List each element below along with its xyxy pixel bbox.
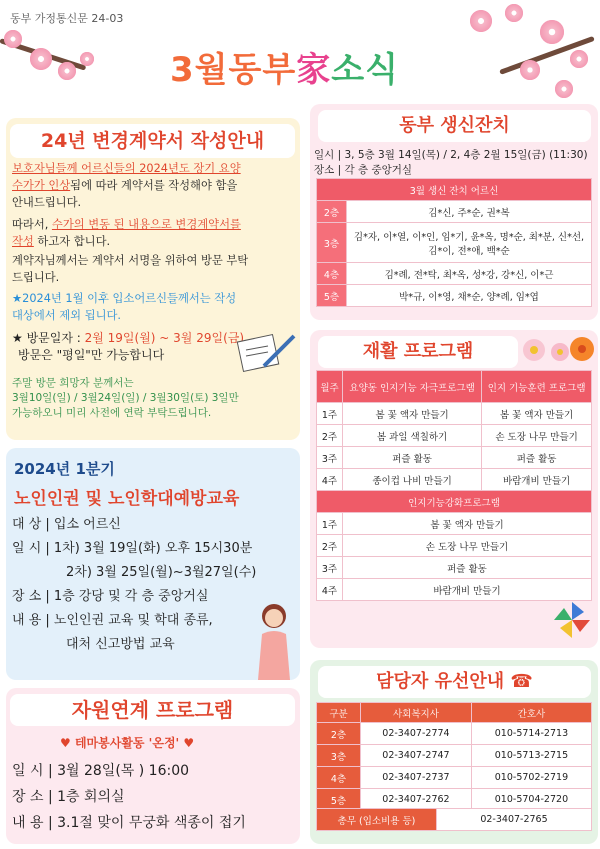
blossom-icon: [540, 20, 564, 44]
table-row: 3층 김*자, 이*열, 이*인, 임*기, 윤*옥, 명*순, 최*분, 신*선, 김*이, 전*애, 백*순: [317, 223, 592, 263]
table-row: 4층 02-3407-2737 010-5702-2719: [317, 767, 592, 789]
issue-label: 동부 가정통신문 24-03: [10, 12, 124, 25]
table-row: 4주 바람개비 만들기: [317, 579, 592, 601]
birthday-table: 3월 생신 잔치 어르신 2층 김*신, 주*순, 권*복 3층 김*자, 이*열, 이*인, 임*기, 윤*옥, 명*순, 최*분, 신*선, 김*이, 전*애, 백*순 4층 김*례, 전*탁, 최*옥, 성*강, 강*신, 이*근 5층 박*규, 이*영, 채*순, 양*례, 임*엽: [316, 178, 592, 307]
contacts-heading: 담당자 유선안내 ☎: [318, 666, 591, 698]
edu-heading-quarter: 2024년 1분기: [14, 460, 115, 478]
table-row: 3주 퍼즐 활동: [317, 557, 592, 579]
edu-target: 대 상 | 입소 어르신: [12, 517, 121, 532]
education-section: [6, 448, 300, 680]
birthday-place: 장소 | 각 층 중앙거실: [314, 164, 413, 176]
general-contact: 총무 (입소비용 등) 02-3407-2765: [316, 808, 592, 831]
table-row: 2층 02-3407-2774 010-5714-2713: [317, 723, 592, 745]
edu-content2: 대처 신고방법 교육: [66, 637, 175, 652]
contacts-table: 구분 사회복지사 간호사 2층 02-3407-2774 010-5714-2713 3층 02-3407-2747 010-5713-2715 4층 02-3407-2737 010-5702-2719 5층 02-3407-2762 010-5704-2720: [316, 702, 592, 811]
blossom-icon: [58, 62, 76, 80]
page-title: 3월동부家소식: [170, 50, 399, 90]
woman-illustration: [250, 600, 298, 680]
heart-icon: ♥: [183, 736, 195, 750]
heart-icon: ♥: [60, 736, 71, 750]
contract-heading: 24년 변경계약서 작성안내: [10, 124, 295, 158]
edu-place: 장 소 | 1층 강당 및 각 층 중앙거실: [12, 589, 209, 604]
table-row: 4주 종이컵 나비 만들기 바람개비 만들기: [317, 469, 592, 491]
edu-date2: 2차) 3월 25일(월)~3월27일(수): [66, 565, 257, 580]
edu-date1: 일 시 | 1차) 3월 19일(화) 오후 15시30분: [12, 541, 253, 556]
phone-icon: ☎: [510, 671, 533, 692]
birthday-heading: 동부 생신잔치: [318, 110, 591, 142]
pinwheel-icon: [552, 600, 592, 640]
edu-content: 내 용 | 노인인권 교육 및 학대 종류,: [12, 613, 213, 628]
blossom-icon: [520, 60, 540, 80]
blossom-icon: [470, 10, 492, 32]
rehab-table: 월주 요양동 인지기능 자극프로그램 인지 기능훈련 프로그램 1주 봄 꽃 액자 만들기 봄 꽃 액자 만들기 2주 봄 과일 색칠하기 손 도장 나무 만들기 3주 퍼즐 활동 퍼즐 활동 4주 종이컵 나비 만들기 바람개비 만들기 인지기능강화프로그램 1주 봄 꽃 액자 만들기 2주 손 도장 나무 만들기 3주 퍼즐 활동 4주 바람개비 만들기: [316, 370, 592, 601]
table-row: 1주 봄 꽃 액자 만들기 봄 꽃 액자 만들기: [317, 403, 592, 425]
table-row: 2층 김*신, 주*순, 권*복: [317, 201, 592, 223]
flower-icon: [520, 334, 596, 366]
table-row: 1주 봄 꽃 액자 만들기: [317, 513, 592, 535]
table-row: 3주 퍼즐 활동 퍼즐 활동: [317, 447, 592, 469]
contract-section: 보호자님들께 어르신들의 2024년도 장기 요양 수가가 인상됨에 따라 계약서를 작성해야 함을 안내드립니다. 따라서, 수가의 변동 된 내용으로 변경계약서를 작성 하고자 합니다. 계약자님께서는 계약서 서명을 위하여 방문 부탁 드립니다. ★2024년 1월 이후 입소어르신들께서는 작성 대상에서 제외 됩니다. ★ 방문일자 : 2월 19일(월) ~ 3월 29일(금) 방문은 "평일"만 가능합니다 주말 방문 희망자 분께서는 3월10일(일) / 3월24일(일) / 3월30일(토) 3일만 가능하오니 미리 사전에 연락 부탁드립니다.: [6, 118, 300, 440]
blossom-icon: [505, 4, 523, 22]
vol-content: 내 용 | 3.1절 맞이 무궁화 색종이 접기: [12, 815, 246, 831]
blossom-icon: [570, 50, 588, 68]
table-row: 2주 봄 과일 색칠하기 손 도장 나무 만들기: [317, 425, 592, 447]
blossom-icon: [80, 52, 94, 66]
table-row: 3층 02-3407-2747 010-5713-2715: [317, 745, 592, 767]
volunteer-heading: 자원연계 프로그램: [10, 694, 295, 726]
blossom-icon: [4, 30, 22, 48]
blossom-icon: [30, 48, 52, 70]
birthday-time: 일시 | 3, 5층 3월 14일(목) / 2, 4층 2월 15일(금) (11:30): [314, 149, 588, 161]
vol-date: 일 시 | 3월 28일(목 ) 16:00: [12, 763, 190, 779]
blossom-icon: [555, 80, 573, 98]
table-row: 2주 손 도장 나무 만들기: [317, 535, 592, 557]
rehab-heading: 재활 프로그램: [318, 336, 518, 368]
table-row: 4층 김*례, 전*탁, 최*옥, 성*강, 강*신, 이*근: [317, 263, 592, 285]
volunteer-sub: ♥ 테마봉사활동 '온정' ♥: [60, 736, 195, 750]
table-row: 5층 박*규, 이*영, 채*순, 양*례, 임*엽: [317, 285, 592, 307]
edu-heading: 노인인권 및 노인학대예방교육: [14, 489, 240, 509]
vol-place: 장 소 | 1층 회의실: [12, 789, 125, 805]
signing-pen-icon: [234, 328, 300, 376]
table-row: 5층 02-3407-2762 010-5704-2720: [317, 789, 592, 811]
